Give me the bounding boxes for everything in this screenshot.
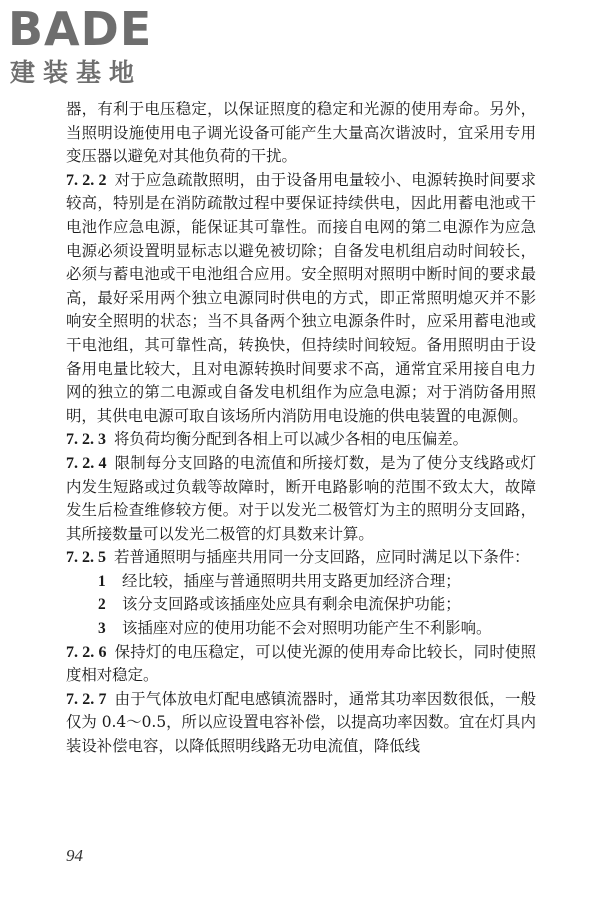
paragraph-continued bbox=[66, 98, 536, 169]
clause-text: 限制每分支回路的电流值和所接灯数，是为了使分支线路或灯内发生短路或过负载等故障时，断开电路影响的范围不致太大，故障发生后检查维修较方便。对于以发光二极管灯为主的照明分支回路，其所接数量可以发光二极管的灯具数来计算。 bbox=[66, 453, 536, 543]
paragraph-text: 器，有利于电压稳定，以保证照度的稳定和光源的使用寿命。另外，当照明设施使用电子调光设备可能产生大量高次谐波时，宜采用专用变压器以避免对其他负荷的干扰。 bbox=[66, 100, 536, 166]
document-body bbox=[66, 98, 536, 759]
clause-text: 若普通照明与插座共用同一分支回路，应同时满足以下条件： bbox=[114, 548, 530, 567]
logo-wordmark: BADE bbox=[8, 2, 153, 56]
list-item-text: 经比较，插座与普通照明共用支路更加经济合理； bbox=[122, 571, 461, 590]
list-item-number: 1 bbox=[98, 572, 106, 590]
clause-7-2-4 bbox=[66, 452, 536, 546]
clause-number: 7. 2. 6 bbox=[66, 643, 107, 661]
clause-text: 由于气体放电灯配电感镇流器时，通常其功率因数很低，一般仅为 0.4～0.5，所以应设置电容补偿，以提高功率因数。宜在灯具内装设补偿电容，以降低照明线路无功电流值，降低线 bbox=[66, 689, 536, 756]
list-item-text: 该插座对应的使用功能不会对照明功能产生不利影响。 bbox=[122, 619, 492, 638]
clause-number: 7. 2. 4 bbox=[66, 454, 107, 472]
clause-7-2-7 bbox=[66, 688, 536, 759]
clause-number: 7. 2. 3 bbox=[66, 431, 106, 449]
list-item bbox=[66, 570, 536, 594]
clause-7-2-3 bbox=[66, 428, 536, 452]
list-item bbox=[66, 593, 536, 617]
clause-number: 7. 2. 5 bbox=[66, 549, 106, 567]
list-item bbox=[66, 617, 536, 641]
clause-text: 对于应急疏散照明，由于设备用电量较小、电源转换时间要求较高，特别是在消防疏散过程中要保证持续供电，因此用蓄电池或干电池作应急电源，能保证其可靠性。而接自电网的第二电源作为应急电源必须设置明显标志以避免被切除；自备发电机组启动时间较长，必须与蓄电池或干电池组合应用。安全照明对照明中断时间的要求最高，最好采用两个独立电源同时供电的方式，即正常照明熄灭并不影响安全照明的状态；当不具备两个独立电源条件时，应采用蓄电池或干电池组，其可靠性高，转换快，但持续时间较短。备用照明由于设备用电量比较大，且对电源转换时间要求不高，通常宜采用接自电力网的独立的第二电源或自备发电机组作为应急电源；对于消防备用照明，其供电电源可取自该场所内消防用电设施的供电装置的电源侧。 bbox=[66, 170, 536, 425]
clause-7-2-5 bbox=[66, 546, 536, 570]
clause-7-2-6 bbox=[66, 641, 536, 688]
list-item-number: 3 bbox=[98, 620, 106, 638]
logo bbox=[8, 4, 178, 92]
page-number: 94 bbox=[66, 846, 83, 865]
clause-7-2-2 bbox=[66, 169, 536, 429]
list-item-number: 2 bbox=[98, 596, 106, 614]
clause-number: 7. 2. 7 bbox=[66, 690, 107, 708]
logo-subtitle: 建装基地 bbox=[10, 58, 143, 87]
clause-text: 保持灯的电压稳定，可以使光源的使用寿命比较长，同时使照度相对稳定。 bbox=[66, 642, 536, 685]
list-item-text: 该分支回路或该插座处应具有剩余电流保护功能； bbox=[122, 595, 461, 614]
clause-text: 将负荷均衡分配到各相上可以减少各相的电压偏差。 bbox=[114, 430, 468, 449]
clause-number: 7. 2. 2 bbox=[66, 171, 107, 189]
